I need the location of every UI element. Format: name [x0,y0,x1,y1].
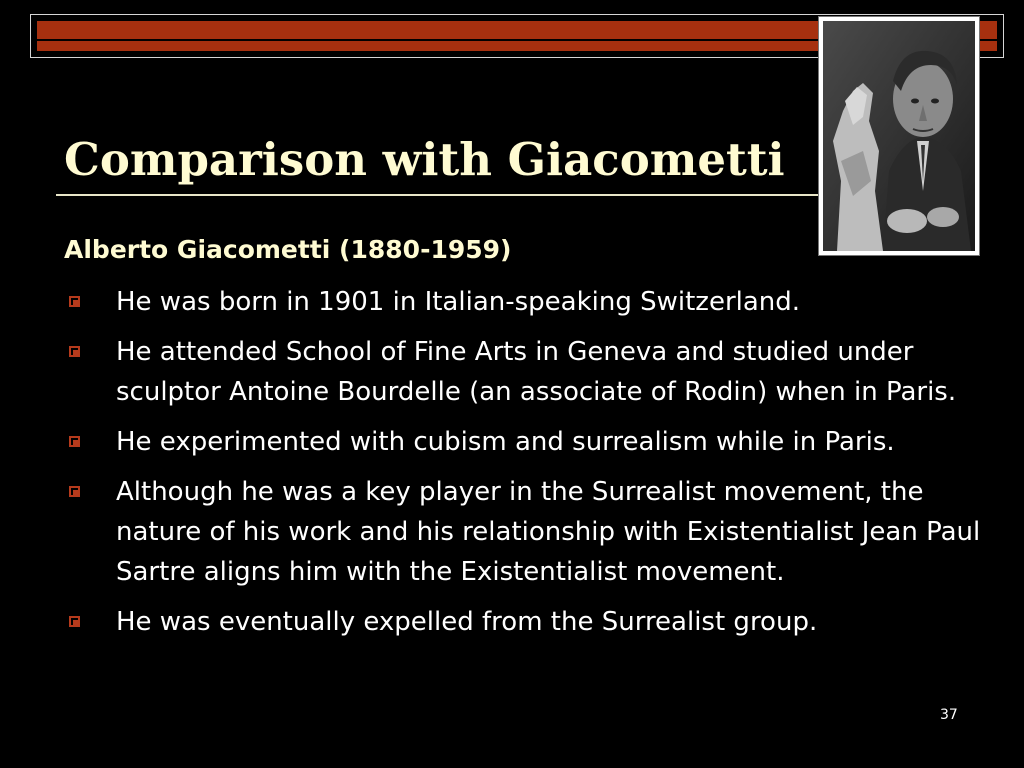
slide-title: Comparison with Giacometti [64,133,785,186]
bullet-list [64,282,984,652]
bullet-text: He was eventually expelled from the Surrealist group. [116,607,818,637]
portrait-photo-icon [823,21,975,251]
portrait-photo [818,16,980,256]
square-bullet-icon [69,436,80,447]
square-bullet-icon [69,296,80,307]
square-bullet-icon [69,346,80,357]
bullet-text: He was born in 1901 in Italian-speaking Switzerland. [116,287,801,317]
artist-subheading: Alberto Giacometti (1880-1959) [64,235,512,264]
bullet-text: He attended School of Fine Arts in Geneva and studied under sculptor Antoine Bourdelle (an associate of Rodin) when in Paris. [116,337,957,407]
bullet-text: Although he was a key player in the Surrealist movement, the nature of his work and his relationship with Existentialist Jean Paul Sartre aligns him with the Existentialist movement. [116,477,981,587]
bullet-item [64,472,984,592]
page-number: 37 [940,707,958,723]
bullet-item [64,282,984,322]
bullet-item [64,332,984,412]
bullet-item [64,602,984,642]
square-bullet-icon [69,486,80,497]
square-bullet-icon [69,616,80,627]
bullet-text: He experimented with cubism and surrealism while in Paris. [116,427,895,457]
bullet-item [64,422,984,462]
